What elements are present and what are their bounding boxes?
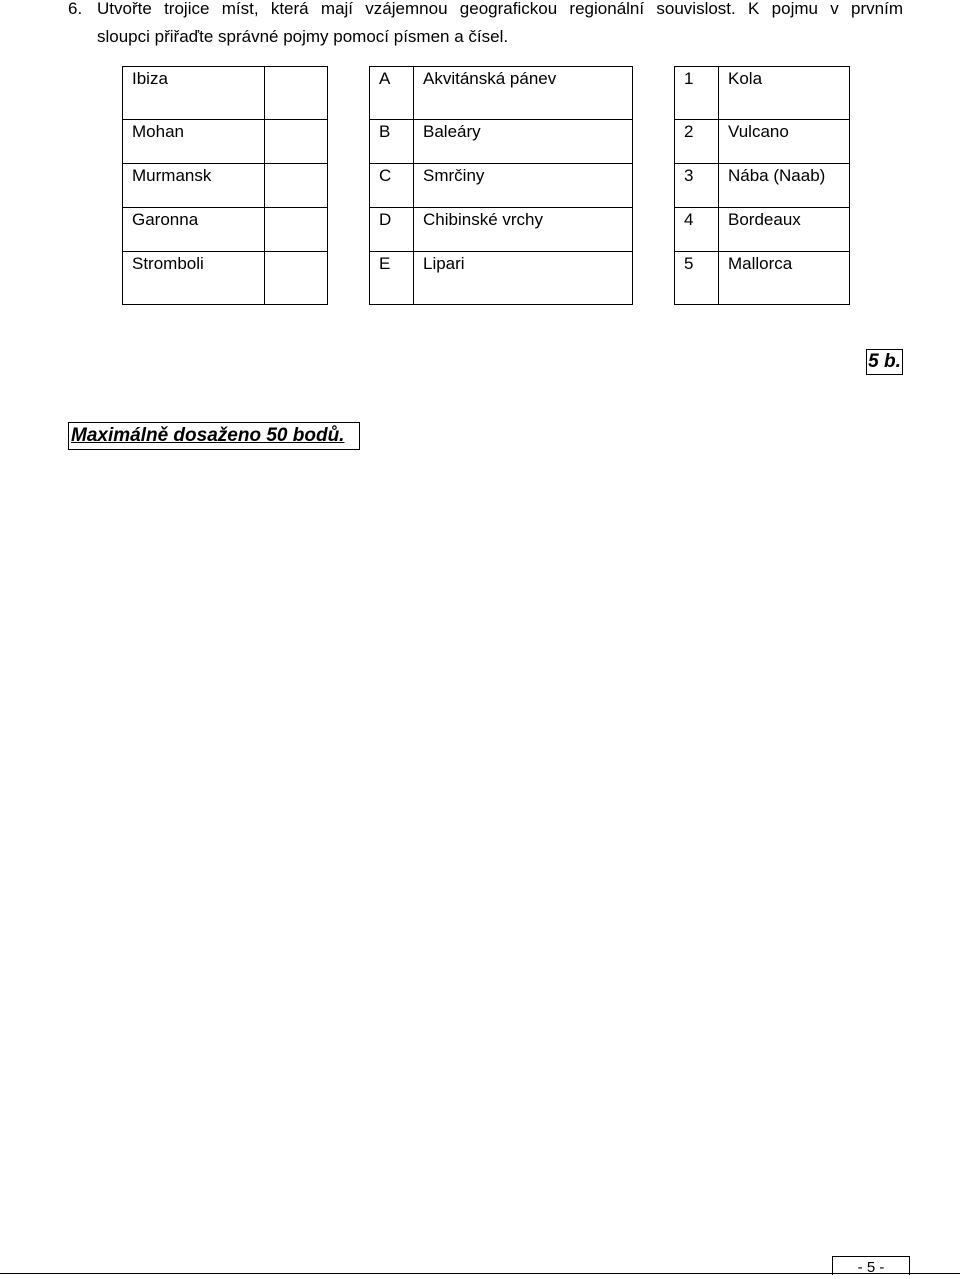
max-points-note: Maximálně dosaženo 50 bodů. — [68, 422, 360, 450]
number-value: Vulcano — [719, 120, 850, 164]
letter-key: A — [370, 67, 414, 120]
letter-value: Akvitánská pánev — [414, 67, 633, 120]
number-value: Bordeaux — [719, 208, 850, 252]
term-cell: Mohan — [123, 120, 265, 164]
letters-table — [369, 66, 633, 305]
points-badge: 5 b. — [866, 349, 903, 375]
answer-cell[interactable] — [265, 252, 328, 305]
number-key: 2 — [675, 120, 719, 164]
letter-key: C — [370, 164, 414, 208]
letter-key: E — [370, 252, 414, 305]
page-number: - 5 - — [832, 1256, 910, 1275]
term-cell: Garonna — [123, 208, 265, 252]
footer-divider — [0, 1273, 960, 1274]
number-key: 5 — [675, 252, 719, 305]
letter-value: Lipari — [414, 252, 633, 305]
question-number: 6. — [68, 0, 83, 18]
term-cell: Stromboli — [123, 252, 265, 305]
question-text — [97, 0, 903, 48]
number-value: Kola — [719, 67, 850, 120]
answer-cell[interactable] — [265, 120, 328, 164]
answer-cell[interactable] — [265, 164, 328, 208]
letter-key: D — [370, 208, 414, 252]
number-key: 1 — [675, 67, 719, 120]
terms-table — [122, 66, 328, 305]
answer-cell[interactable] — [265, 67, 328, 120]
letter-value: Smrčiny — [414, 164, 633, 208]
letter-value: Chibinské vrchy — [414, 208, 633, 252]
question-line-1: Utvořte trojice míst, která mají vzájemnou geografickou regionální souvislost. K pojmu v prvním — [97, 0, 903, 18]
term-cell: Murmansk — [123, 164, 265, 208]
number-value: Nába (Naab) — [719, 164, 850, 208]
letter-value: Baleáry — [414, 120, 633, 164]
number-key: 4 — [675, 208, 719, 252]
answer-cell[interactable] — [265, 208, 328, 252]
numbers-table — [674, 66, 850, 305]
letter-key: B — [370, 120, 414, 164]
question-line-2: sloupci přiřaďte správné pojmy pomocí písmen a čísel. — [97, 27, 509, 46]
number-value: Mallorca — [719, 252, 850, 305]
term-cell: Ibiza — [123, 67, 265, 120]
number-key: 3 — [675, 164, 719, 208]
